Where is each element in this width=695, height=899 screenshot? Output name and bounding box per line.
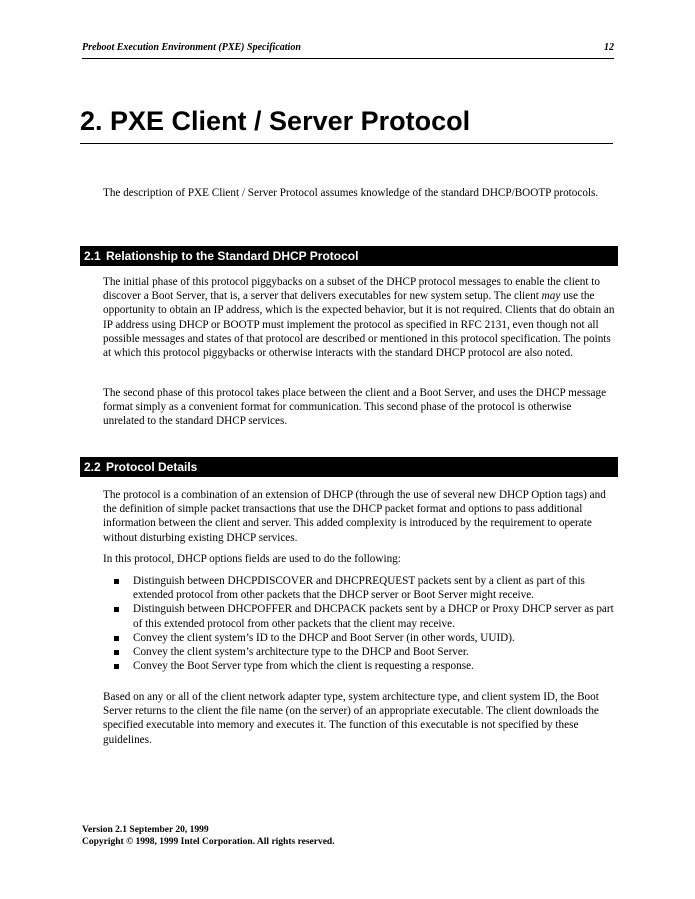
bullet-list [103,574,615,673]
intro-paragraph: The description of PXE Client / Server Protocol assumes knowledge of the standard DHCP/BOOTP protocols. [103,187,599,199]
section-2-2-paragraph-1: The protocol is a combination of an extension of DHCP (through the use of several new DHCP Option tags) and the definition of simple packet transactions that use the DHCP packet format and options to pass additional information between the client and server. This added complexity is introduced by the requirement to operate without disturbing existing DHCP services. [103,489,606,544]
section-heading-2-2 [80,457,618,477]
section-title: Protocol Details [106,460,198,474]
bullet-square-icon [114,636,119,641]
list-item [103,659,615,673]
page-footer [82,824,335,848]
running-header [82,42,614,59]
section-2-2-paragraph-2: In this protocol, DHCP options fields are used to do the following: [103,553,401,565]
bullet-square-icon [114,650,119,655]
document-title: Preboot Execution Environment (PXE) Specification [82,42,301,53]
copyright-line: Copyright © 1998, 1999 Intel Corporation. All rights reserved. [82,837,335,847]
section-title: Relationship to the Standard DHCP Protocol [106,249,359,263]
section-2-1-paragraph-2: The second phase of this protocol takes place between the client and a Boot Server, and uses the DHCP message format simply as a convenient format for communication. This second phase of the protocol is otherwise unrelated to the standard DHCP services. [103,387,607,428]
paragraph-text: use the opportunity to obtain an IP address, which is the expected behavior, but it is not required. Clients that do obtain an IP address using DHCP or BOOTP must implement the protocol as specified in RFC 2131, even though not all possible messages and states of that protocol are described or mentioned in this protocol specification. The points at which this protocol piggybacks or otherwise interacts with the standard DHCP protocol are also noted. [103,290,615,360]
list-item-text: Distinguish between DHCPDISCOVER and DHCPREQUEST packets sent by a client as part of this extended protocol from other packets that the DHCP server or Boot Server might receive. [133,575,585,602]
section-heading-2-1 [80,246,618,266]
section-2-1-paragraph-1 [103,275,615,360]
page-number: 12 [604,42,614,53]
list-item-text: Convey the client system’s ID to the DHCP and Boot Server (in other words, UUID). [133,631,515,644]
section-number: 2.2 [84,460,101,474]
list-item-text: Convey the client system’s architecture type to the DHCP and Boot Server. [133,646,469,659]
section-2-2-paragraph-3: Based on any or all of the client network adapter type, system architecture type, and client system ID, the Boot Server returns to the client the file name (on the server) of an appropriate executable. The client downloads the specified executable into memory and executes it. The function of this executable is not specified by these guidelines. [103,691,599,746]
bullet-square-icon [114,607,119,612]
list-item-text: Convey the Boot Server type from which the client is requesting a response. [133,660,474,673]
list-item [103,602,615,630]
list-item [103,631,615,645]
emphasis-text: may [541,290,561,303]
bullet-square-icon [114,664,119,669]
section-number: 2.1 [84,249,101,263]
paragraph-text: The initial phase of this protocol piggybacks on a subset of the DHCP protocol messages to enable the client to discover a Boot Server, that is, a server that delivers executables for new system setup. The client [103,276,601,303]
version-line: Version 2.1 September 20, 1999 [82,825,209,835]
list-item [103,574,615,602]
bullet-square-icon [114,579,119,584]
list-item [103,645,615,659]
list-item-text: Distinguish between DHCPOFFER and DHCPACK packets sent by a DHCP or Proxy DHCP server as part of this extended protocol from other packets that the client may receive. [133,603,614,630]
chapter-title: 2. PXE Client / Server Protocol [80,106,613,144]
